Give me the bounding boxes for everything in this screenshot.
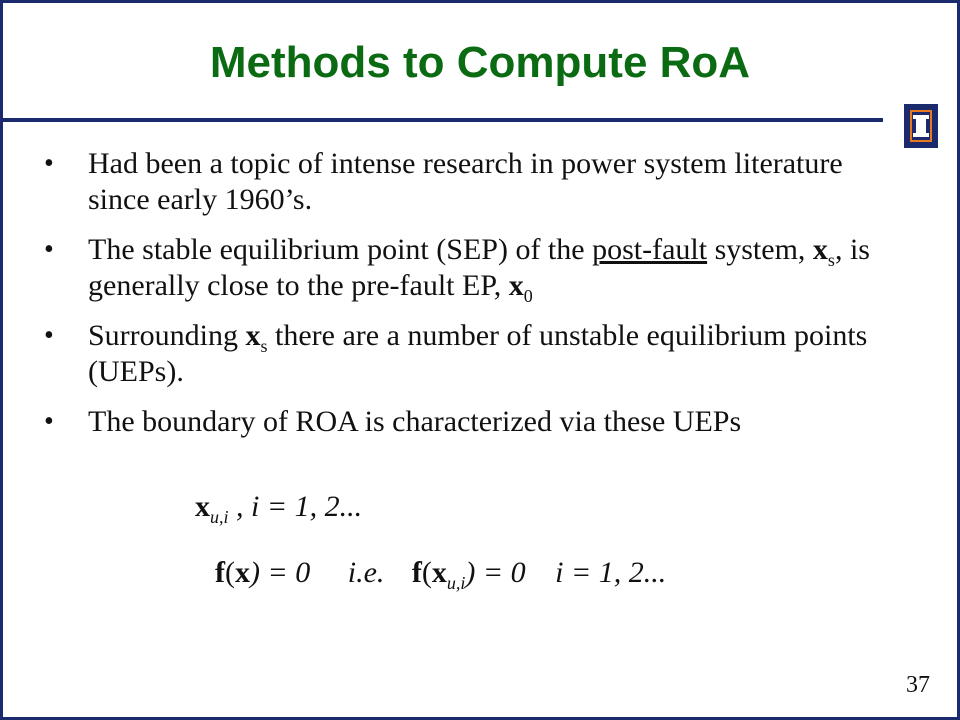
university-logo-icon — [904, 104, 938, 148]
math-vector-x: x — [431, 556, 447, 589]
logo-letter-i — [916, 115, 926, 137]
logo-border — [910, 110, 932, 142]
bullet-item — [44, 318, 904, 390]
math-subscript: u,i — [210, 507, 229, 527]
bullet-dot-icon: • — [44, 148, 54, 179]
subscript: s — [260, 336, 268, 356]
bullet-text: The stable equilibrium point (SEP) of the — [88, 233, 593, 266]
equation-equilibrium — [215, 556, 666, 594]
equation-uep-set — [195, 490, 362, 528]
math-text: ) = 0 — [465, 556, 526, 589]
bullet-text: there are a number of unstable equilibrium points (UEPs). — [88, 319, 868, 388]
math-text: , i = 1, 2... — [228, 490, 363, 523]
bullet-dot-icon: • — [44, 406, 54, 437]
vector-symbol: x — [812, 233, 828, 266]
math-function-f: f — [411, 556, 422, 589]
page-number: 37 — [906, 672, 930, 698]
subscript: s — [827, 250, 835, 270]
bullet-text: Had been a topic of intense research in power system literature since early 1960’s. — [88, 147, 843, 216]
subscript: 0 — [523, 286, 533, 306]
math-ie: i.e. — [347, 556, 385, 589]
math-vector-x: x — [195, 490, 210, 523]
bullet-text: , is generally close to the pre-fault EP, — [88, 233, 870, 302]
math-text: ) = 0 — [250, 556, 311, 589]
bullet-text: system, — [707, 233, 813, 266]
bullet-item — [44, 146, 904, 218]
bullet-item — [44, 232, 904, 304]
bullet-list — [44, 146, 904, 454]
bullet-item — [44, 404, 904, 440]
bullet-text: The boundary of ROA is characterized via these UEPs — [88, 405, 742, 438]
math-subscript: u,i — [446, 573, 466, 593]
underlined-term: post-fault — [592, 233, 708, 266]
math-paren: ( — [421, 556, 432, 589]
slide-title: Methods to Compute RoA — [209, 38, 751, 87]
math-paren: ( — [225, 556, 235, 589]
vector-symbol: x — [245, 319, 261, 352]
bullet-dot-icon: • — [44, 234, 54, 265]
math-vector-x: x — [235, 556, 250, 589]
title-divider — [3, 118, 883, 122]
bullet-text: Surrounding — [88, 319, 246, 352]
math-function-f: f — [215, 556, 225, 589]
bullet-dot-icon: • — [44, 320, 54, 351]
math-range: i = 1, 2... — [555, 556, 667, 589]
vector-symbol: x — [508, 269, 524, 302]
